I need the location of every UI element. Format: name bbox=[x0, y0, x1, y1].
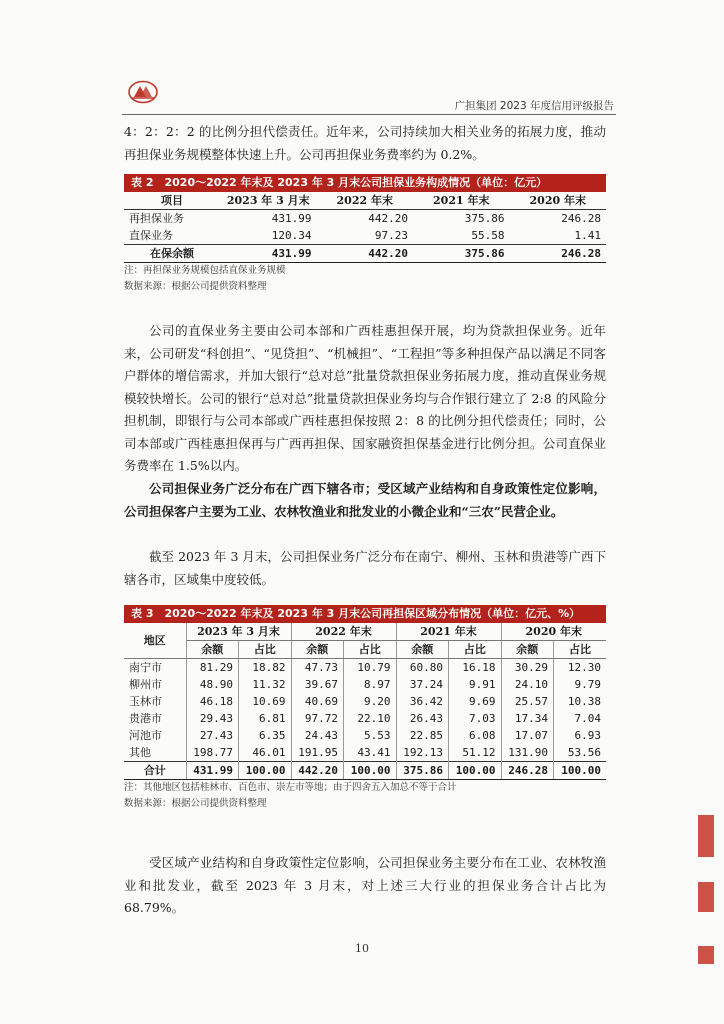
paragraph-region: 截至 2023 年 3 月末，公司担保业务广泛分布在南宁、柳州、玉林和贵港等广西下辖各市，区域集中度较低。 bbox=[124, 549, 606, 587]
table-cell: 97.72 bbox=[291, 710, 344, 727]
row-label: 河池市 bbox=[124, 727, 186, 744]
table-cell: 6.35 bbox=[239, 727, 292, 744]
table-cell: 431.99 bbox=[186, 762, 239, 780]
table-cell: 24.10 bbox=[501, 676, 554, 693]
table-cell: 8.97 bbox=[344, 676, 397, 693]
row-label: 其他 bbox=[124, 744, 186, 762]
table-cell: 17.34 bbox=[501, 710, 554, 727]
table-cell: 442.20 bbox=[291, 762, 344, 780]
table-cell: 30.29 bbox=[501, 659, 554, 677]
table-cell: 5.53 bbox=[344, 727, 397, 744]
table-header-row bbox=[124, 192, 606, 210]
table-cell: 100.00 bbox=[239, 762, 292, 780]
row-label: 再担保业务 bbox=[129, 211, 184, 225]
row-label: 柳州市 bbox=[124, 676, 186, 693]
table-cell: 431.99 bbox=[271, 211, 312, 225]
table-row bbox=[124, 744, 606, 762]
table-cell: 191.95 bbox=[291, 744, 344, 762]
row-label: 合计 bbox=[124, 762, 186, 780]
table-source: 数据来源：根据公司提供资料整理 bbox=[124, 798, 267, 809]
row-label: 在保余额 bbox=[124, 245, 220, 263]
table-cell: 97.23 bbox=[374, 228, 408, 242]
table-cell: 9.91 bbox=[449, 676, 502, 693]
table-cell: 9.20 bbox=[344, 693, 397, 710]
table-cell: 1.41 bbox=[574, 228, 601, 242]
column-header: 2021 年末 bbox=[413, 192, 510, 210]
table-cell: 48.90 bbox=[186, 676, 239, 693]
table-cell: 131.90 bbox=[501, 744, 554, 762]
table-cell: 11.32 bbox=[239, 676, 292, 693]
row-label: 贵港市 bbox=[124, 710, 186, 727]
table-2-grid bbox=[124, 192, 606, 263]
table-2-caption: 表 2 2020～2022 年末及 2023 年 3 月末公司担保业务构成情况（单位：亿元） bbox=[124, 174, 606, 192]
table-cell: 120.34 bbox=[271, 228, 312, 242]
seal-stamp-mark bbox=[698, 815, 714, 857]
table-source: 数据来源：根据公司提供资料整理 bbox=[124, 281, 267, 292]
table-cell: 16.18 bbox=[449, 659, 502, 677]
table-cell: 9.79 bbox=[574, 677, 601, 691]
table-cell: 51.12 bbox=[449, 744, 502, 762]
table-cell: 46.01 bbox=[239, 744, 292, 762]
column-header: 2023 年 3 月末 bbox=[220, 192, 317, 210]
table-cell: 431.99 bbox=[220, 245, 317, 263]
seal-stamp-mark bbox=[698, 882, 714, 912]
table-cell: 18.82 bbox=[239, 659, 292, 677]
table-note: 注：再担保业务规模包括直保业务规模 bbox=[124, 265, 286, 276]
table-total-row bbox=[124, 762, 606, 780]
table-cell: 10.79 bbox=[344, 659, 397, 677]
table-cell: 25.57 bbox=[501, 693, 554, 710]
table-row bbox=[124, 710, 606, 727]
column-header: 项目 bbox=[124, 192, 220, 210]
table-cell: 43.41 bbox=[344, 744, 397, 762]
table-cell: 27.43 bbox=[186, 727, 239, 744]
table-cell: 100.00 bbox=[449, 762, 502, 780]
table-row bbox=[124, 659, 606, 677]
table-cell: 10.38 bbox=[567, 694, 601, 708]
column-header: 2022 年末 bbox=[317, 192, 414, 210]
table-cell: 375.86 bbox=[464, 211, 505, 225]
column-header: 2020 年末 bbox=[501, 623, 606, 641]
column-header: 地区 bbox=[124, 623, 186, 659]
table-cell: 192.13 bbox=[396, 744, 449, 762]
table-cell: 81.29 bbox=[186, 659, 239, 677]
table-cell: 47.73 bbox=[291, 659, 344, 677]
column-header: 占比 bbox=[239, 641, 292, 659]
column-header: 占比 bbox=[344, 641, 397, 659]
table-cell: 6.08 bbox=[449, 727, 502, 744]
table-row bbox=[124, 693, 606, 710]
column-header: 余额 bbox=[396, 641, 449, 659]
table-total-row bbox=[124, 245, 606, 263]
table-row bbox=[124, 227, 606, 245]
column-header: 占比 bbox=[554, 641, 607, 659]
table-3-grid bbox=[124, 623, 606, 780]
table-row bbox=[124, 676, 606, 693]
seal-stamp-mark bbox=[698, 946, 714, 964]
table-cell: 10.69 bbox=[239, 693, 292, 710]
table-cell: 24.43 bbox=[291, 727, 344, 744]
table-cell: 7.04 bbox=[574, 711, 601, 725]
column-header: 2021 年末 bbox=[396, 623, 501, 641]
table-cell: 100.00 bbox=[344, 762, 397, 780]
row-label: 玉林市 bbox=[124, 693, 186, 710]
table-row bbox=[124, 727, 606, 744]
table-cell: 6.93 bbox=[574, 728, 601, 742]
column-header: 2023 年 3 月末 bbox=[186, 623, 291, 641]
row-label: 直保业务 bbox=[129, 228, 173, 242]
table-cell: 26.43 bbox=[396, 710, 449, 727]
table-cell: 22.10 bbox=[344, 710, 397, 727]
table-cell: 60.80 bbox=[396, 659, 449, 677]
table-cell: 39.67 bbox=[291, 676, 344, 693]
table-cell: 36.42 bbox=[396, 693, 449, 710]
table-cell: 442.20 bbox=[368, 211, 408, 225]
paragraph-distribution-summary: 公司担保业务广泛分布在广西下辖各市；受区域产业结构和自身政策性定位影响，公司担保客户主要为工业、农林牧渔业和批发业的小微企业和“三农”民营企业。 bbox=[124, 481, 606, 519]
table-cell: 22.85 bbox=[396, 727, 449, 744]
table-cell: 46.18 bbox=[186, 693, 239, 710]
table-note: 注：其他地区包括桂林市、百色市、崇左市等地；由于四舍五入加总不等于合计 bbox=[124, 782, 457, 793]
row-label: 南宁市 bbox=[124, 659, 186, 677]
running-header: 广担集团 2023 年度信用评级报告 bbox=[454, 100, 614, 112]
table-cell: 100.00 bbox=[554, 762, 607, 780]
table-cell: 246.28 bbox=[510, 245, 607, 263]
paragraph-industry: 受区域产业结构和自身政策性定位影响，公司担保业务主要分布在工业、农林牧渔业和批发业，截至 2023 年 3 月末，对上述三大行业的担保业务合计占比为 68.79%。 bbox=[124, 855, 606, 915]
column-header: 2022 年末 bbox=[291, 623, 396, 641]
company-logo-icon bbox=[128, 80, 158, 104]
table-cell: 7.03 bbox=[449, 710, 502, 727]
table-cell: 246.28 bbox=[501, 762, 554, 780]
table-cell: 442.20 bbox=[317, 245, 414, 263]
table-cell: 375.86 bbox=[396, 762, 449, 780]
table-cell: 198.77 bbox=[186, 744, 239, 762]
table-cell: 9.69 bbox=[449, 693, 502, 710]
column-header: 占比 bbox=[449, 641, 502, 659]
table-cell: 40.69 bbox=[291, 693, 344, 710]
table-cell: 55.58 bbox=[471, 228, 505, 242]
column-header: 2020 年末 bbox=[510, 192, 607, 210]
column-header: 余额 bbox=[291, 641, 344, 659]
table-subheader-row bbox=[124, 641, 606, 659]
table-2 bbox=[124, 174, 606, 295]
column-header: 余额 bbox=[186, 641, 239, 659]
table-3 bbox=[124, 605, 606, 812]
column-header: 余额 bbox=[501, 641, 554, 659]
paragraph-reinsurance: 4：2：2：2 的比例分担代偿责任。近年来，公司持续加大相关业务的拓展力度，推动再担保业务规模整体快速上升。公司再担保业务费率约为 0.2%。 bbox=[124, 124, 606, 162]
header-divider bbox=[122, 114, 616, 115]
table-header-row bbox=[124, 623, 606, 641]
table-row bbox=[124, 210, 606, 228]
table-cell: 375.86 bbox=[413, 245, 510, 263]
table-cell: 12.30 bbox=[554, 659, 607, 677]
page-number: 10 bbox=[355, 942, 369, 955]
table-cell: 29.43 bbox=[186, 710, 239, 727]
paragraph-direct-guarantee: 公司的直保业务主要由公司本部和广西桂惠担保开展，均为贷款担保业务。近年来，公司研发“科创担”、“见贷担”、“机械担”、“工程担”等多种担保产品以满足不同客户群体的增信需求，并加大银行“总对总”批量贷款担保业务拓展力度，推动直保业务规模较快增长。公司的银行“总对总”批量贷款担保业务均与合作银行建立了 2:8 的风险分担机制，即银行与公司本部或广西桂惠担保按照 2：8 的比例分担代偿责任；同时，公司本部或广西桂惠担保再与广西再担保、国家融资担保基金进行比例分担。公司直保业务费率在 1.5%以内。 bbox=[124, 323, 606, 473]
table-3-caption: 表 3 2020～2022 年末及 2023 年 3 月末公司再担保区域分布情况（单位：亿元、%） bbox=[124, 605, 606, 623]
table-cell: 246.28 bbox=[561, 211, 601, 225]
table-cell: 37.24 bbox=[396, 676, 449, 693]
table-cell: 17.07 bbox=[501, 727, 554, 744]
table-cell: 53.56 bbox=[567, 745, 601, 759]
table-cell: 6.81 bbox=[239, 710, 292, 727]
